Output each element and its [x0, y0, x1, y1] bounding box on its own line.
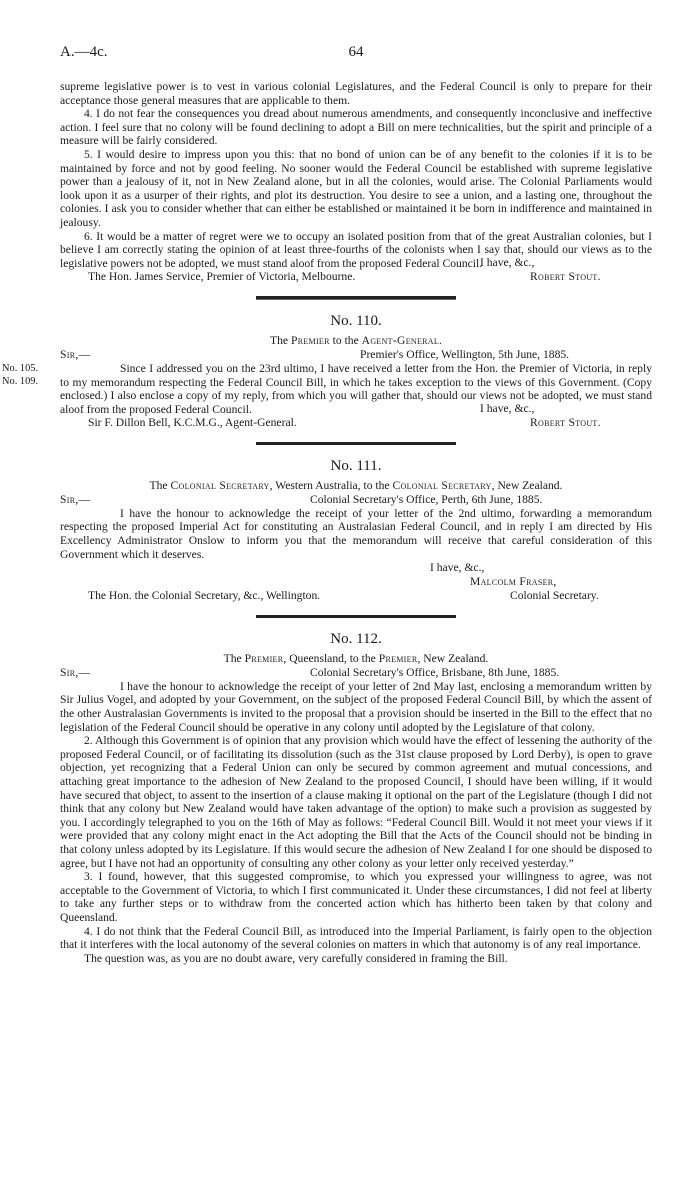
letter-heading: The Colonial Secretary, Western Australia, to the Colonial Secretary, New Zealand. — [149, 479, 563, 493]
signature: Robert Stout. — [530, 416, 601, 430]
letter-address: Premier's Office, Wellington, 5th June, 1885. — [360, 347, 570, 361]
letter-body: I have the honour to acknowledge the receipt of your letter of the 2nd ultimo, forwarding a memorandum respecting the proposed Imperial Act for constituting an Australasian Federal Council, and in reply I am directed by His Excellency Administrator Onslow to inform you that the memorandum will receive that careful consideration of this Government which it deserves. — [60, 506, 652, 561]
letter-paragraph: The question was, as you are no doubt aware, very carefully considered in framing the Bill. — [84, 951, 508, 965]
signature-row — [60, 416, 652, 430]
salutation-row — [60, 493, 652, 507]
signature-title: Colonial Secretary. — [510, 589, 599, 603]
margin-note: No. 105. — [2, 362, 39, 374]
intro-paragraph: 5. I would desire to impress upon you this: that no bond of union can be of any benefit to the colonies if it is to be maintained by force and not by good feeling. No sooner would the Federal Council be established with supreme legislative power than a jealousy of it, not in New Zealand alone, but in all the colonies, would arise. The Colonial Parliaments would look upon it as a usurper of their rights, and plot its destruction. You desire to see a union, and a lasting one, throughout the colonies. I ask you to consider whether that can either be established or maintained it be born in indifference and maintained in jealousy. — [60, 147, 652, 229]
closing-text: I have, &c., — [480, 256, 535, 270]
closing-text: I have, &c., — [480, 402, 535, 416]
document-reference: A.—4c. — [60, 44, 108, 60]
salutation: Sir,— — [60, 492, 91, 506]
letter-paragraph: I have the honour to acknowledge the receipt of your letter of 2nd May last, enclosing a memorandum written by Sir Julius Vogel, and adopted by your Government, on the subject of the proposed Federal Council Bill, by which the assent of the other Australasian Governments is invited to the proposal that a provision should be inserted in the Bill to the effect that no legislation of the Federal Council should be operative in any colony until adopted by the Legislature of that colony. — [60, 679, 652, 734]
letter-body: Since I addressed you on the 23rd ultimo, I have received a letter from the Hon. the Premier of Victoria, in reply to my memorandum respecting the Federal Council Bill, in which he takes exception to the views of this Government. (Copy enclosed.) I also enclose a copy of my reply, from which you will gather that, should our views not be adopted, we must stand aloof from the proposed Federal Council. — [60, 361, 652, 416]
letter-paragraph: 3. I found, however, that this suggested compromise, to which you expressed your willingness to agree, was not acceptable to the Government of Victoria, to which I first communicated it. Under these circumstances, I did not feel at liberty to take any further steps or to withdraw from the concerted action which has hitherto been taken by that colony and Queensland. — [60, 870, 652, 924]
closing-row — [60, 402, 652, 416]
signature-row — [60, 270, 652, 284]
intro-paragraph: supreme legislative power is to vest in various colonial Legislatures, and the Federal Council is only to prepare for their acceptance those general measures that are applicable to them. — [60, 80, 652, 107]
signature-row — [60, 575, 652, 589]
signature-title-row — [60, 589, 652, 603]
letter-number: No. 112. — [330, 631, 382, 648]
salutation-row — [60, 348, 652, 362]
document-body — [2, 80, 652, 965]
salutation: Sir,— — [60, 665, 91, 679]
section-divider — [256, 296, 456, 300]
page-number: 64 — [348, 44, 364, 60]
section-divider — [256, 615, 456, 618]
letter-heading: The Premier, Queensland, to the Premier, New Zealand. — [223, 652, 489, 666]
letter-address: Colonial Secretary's Office, Perth, 6th June, 1885. — [310, 492, 543, 506]
addressee: Sir F. Dillon Bell, K.C.M.G., Agent-General. — [88, 416, 297, 430]
letter-paragraph: 4. I do not think that the Federal Council Bill, as introduced into the Imperial Parliament, is fairly open to the objection that it interferes with the local autonomy of the several colonies on matters in which that autonomy is of any real importance. — [60, 924, 652, 952]
salutation-row — [60, 666, 652, 680]
margin-note: No. 109. — [2, 375, 39, 387]
letter-number: No. 111. — [330, 458, 382, 475]
section-divider — [256, 442, 456, 445]
letter-number: No. 110. — [330, 313, 382, 330]
letter-paragraph: 2. Although this Government is of opinion that any provision which would have the effect of lessening the authority of the proposed Federal Council, or of facilitating its dissolution (such as the 31st clause proposed by Lord Derby), is open to grave objection, yet recognizing that a Federal Union can only be secured by common agreement and mutual concessions, and attaching great importance to the adhesion of New Zealand to the proposed Council, I should have been willing, if it would have secured that object, to assent to the insertion of a clause making it optional on the part of the Legislature (though I did not think that any colony but New Zealand would have taken advantage of the option) to make such a provision as suggested by you. I accordingly telegraphed to you on the 16th of May as follows: “Federal Council Bill. Would it not meet your views if it were provided that any colony might enact in the Act adopting the Bill that the Acts of the Council should not be binding in that colony unless adopted by its Legislature. If this would secure the adhesion of New Zealand I for one should be disposed to agree, but I have not had an opportunity of consulting any other colony as your letter only received yesterday.” — [60, 734, 652, 870]
letter-address: Colonial Secretary's Office, Brisbane, 8th June, 1885. — [310, 665, 560, 679]
signature: Robert Stout. — [530, 270, 601, 284]
salutation: Sir,— — [60, 347, 91, 361]
addressee: The Hon. the Colonial Secretary, &c., Wellington. — [88, 589, 321, 603]
signature: Malcolm Fraser, — [470, 575, 557, 589]
letter-heading: The Premier to the Agent-General. — [270, 334, 442, 348]
closing-row — [60, 256, 652, 270]
page-header — [60, 46, 652, 66]
addressee: The Hon. James Service, Premier of Victoria, Melbourne. — [88, 270, 356, 284]
closing-text: I have, &c., — [430, 561, 485, 575]
intro-paragraph: 6. It would be a matter of regret were we to occupy an isolated position from that of the great Australian colonies, but I believe I am correctly stating the opinion of at least three-fourths of the colonists when I say that, should our views as to the legislative powers not be adopted, we must stand aloof from the proposed Federal Council. — [60, 229, 652, 270]
intro-paragraph: 4. I do not fear the consequences you dread about numerous amendments, and consequently inconclusive and ineffective action. I feel sure that no colony will be found declining to adopt a Bill on mere technicalities, but the spirit and principle of a measure will be fairly considered. — [60, 107, 652, 148]
closing-row — [60, 561, 652, 575]
